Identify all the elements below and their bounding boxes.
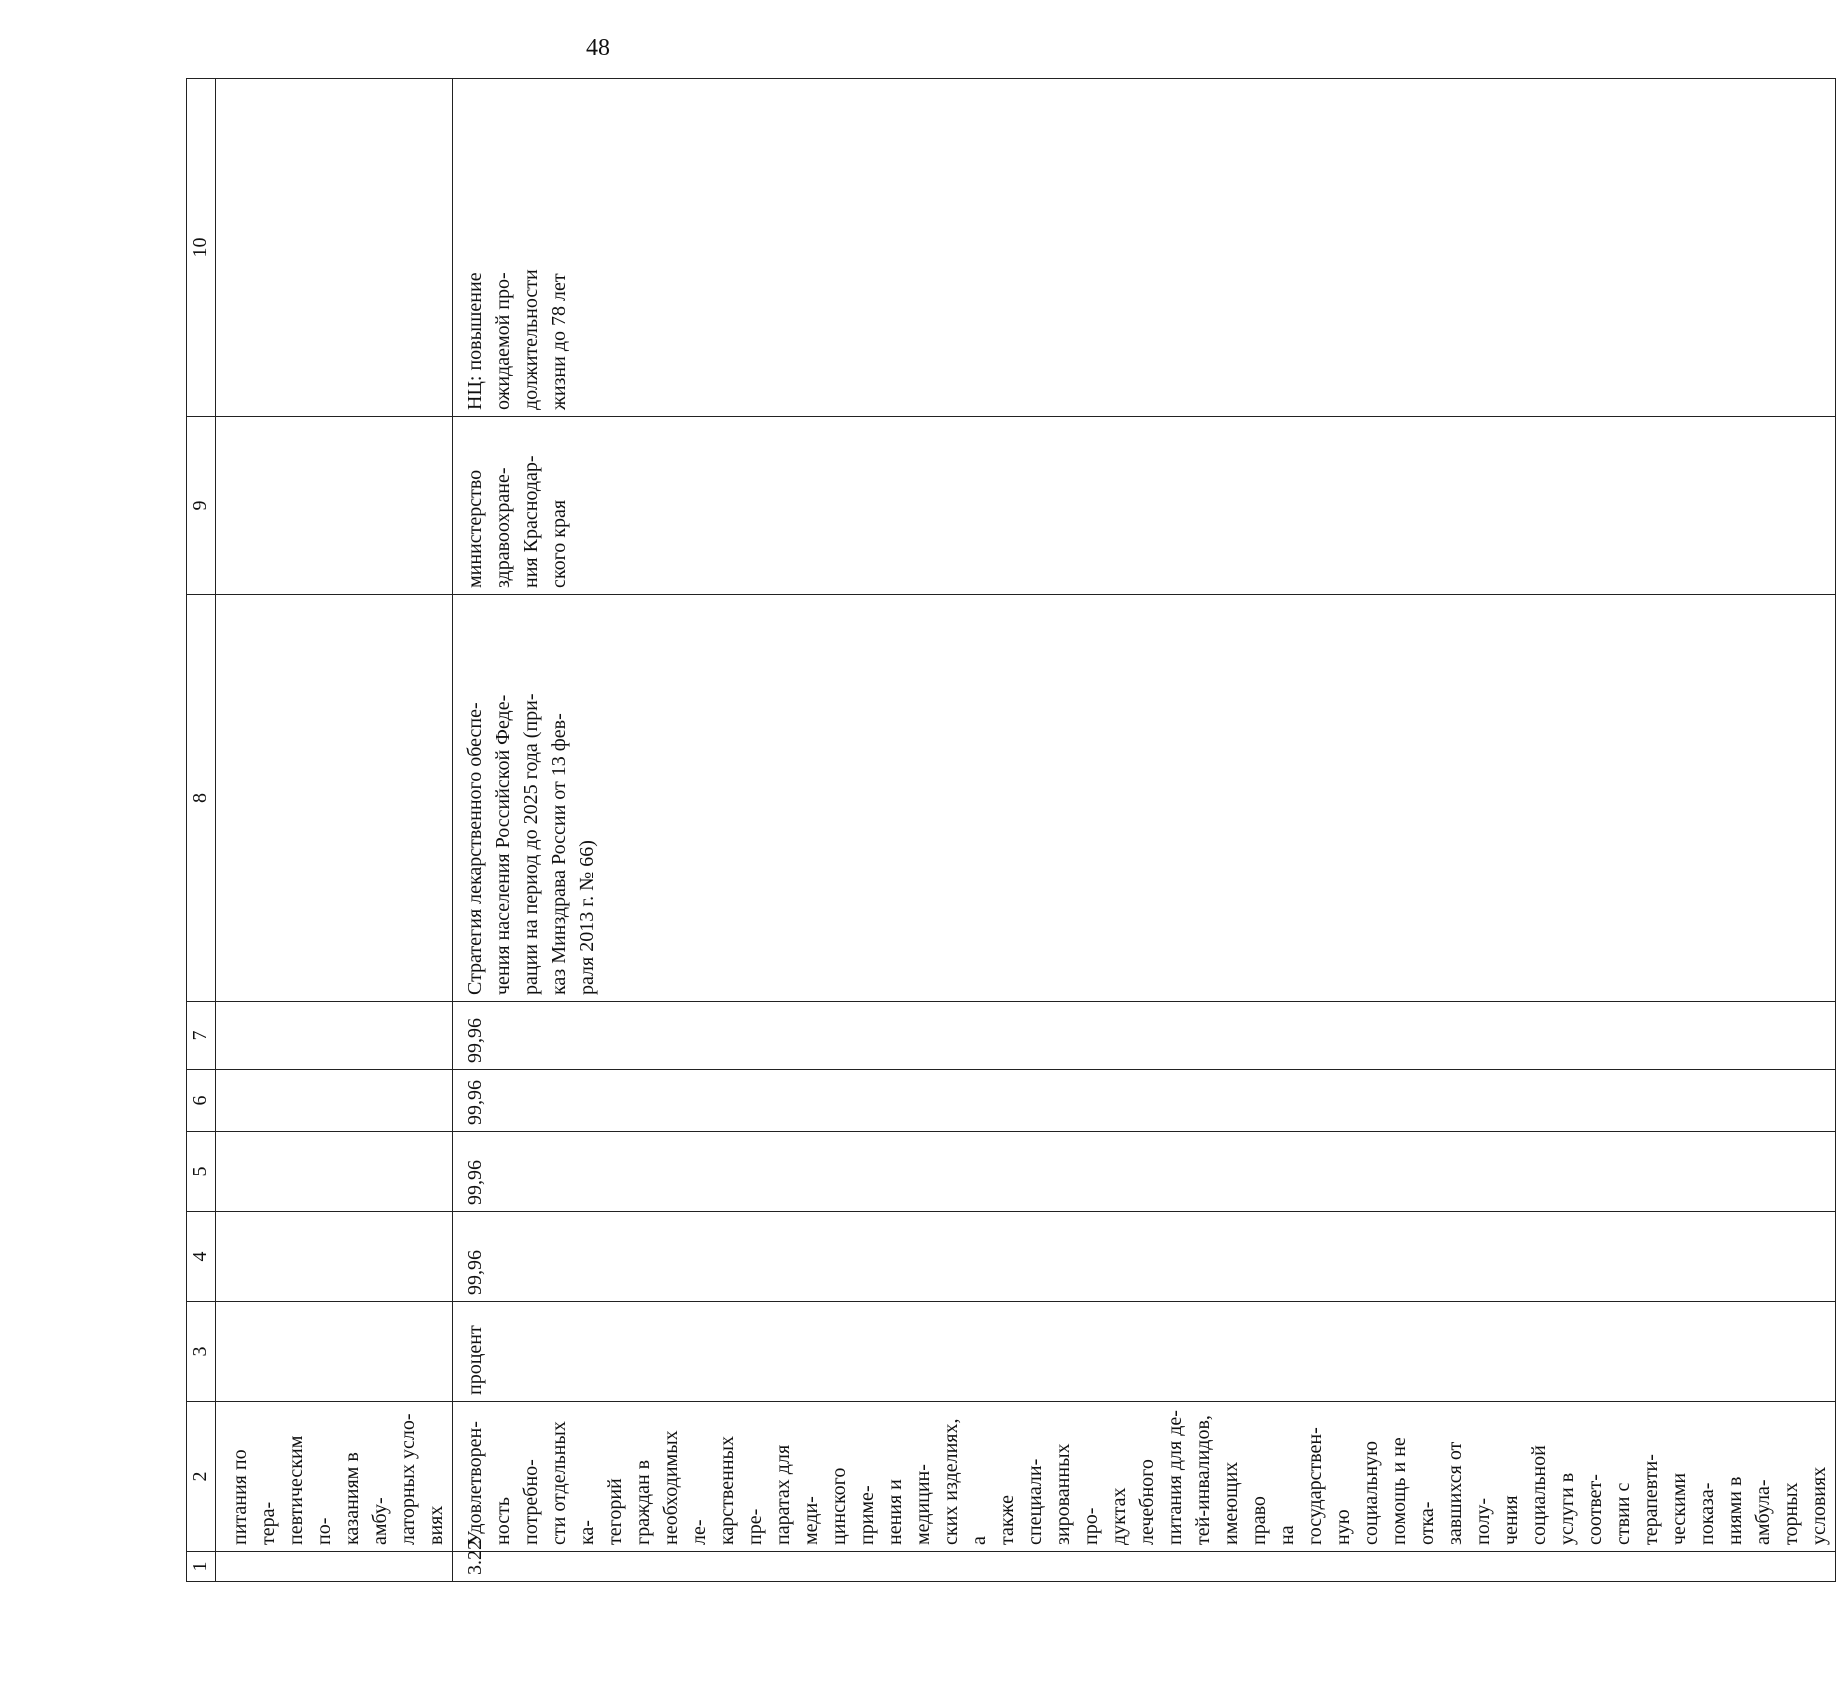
cont-responsible-cell xyxy=(216,417,453,595)
responsible-cell: министерство здравоохране- ния Краснодар- ского края xyxy=(453,417,1836,595)
cont-basis-cell xyxy=(216,595,453,1002)
value-cell-5: 99,96 xyxy=(453,1132,1836,1212)
value-cell-7: 99,96 xyxy=(453,1002,1836,1070)
indicators-table xyxy=(186,78,1836,1582)
header-cell-8: 8 xyxy=(187,595,216,1002)
header-cell-2: 2 xyxy=(187,1402,216,1552)
goal-cell: НЦ: повышение ожидаемой про- должительности жизни до 78 лет xyxy=(453,79,1836,417)
continuation-row xyxy=(216,79,453,1582)
header-cell-6: 6 xyxy=(187,1070,216,1132)
basis-document-cell: Стратегия лекарственного обеспе- чения населения Российской Феде- рации на период до 2025 года (при- каз Минздрава России от 13 фев- раля 2013 г. № 66) xyxy=(453,595,1836,1002)
header-cell-5: 5 xyxy=(187,1132,216,1212)
cont-value-cell-5 xyxy=(216,1132,453,1212)
cont-value-cell-4 xyxy=(216,1212,453,1302)
cont-number-cell xyxy=(216,1552,453,1582)
cont-value-cell-7 xyxy=(216,1002,453,1070)
table-row-3-22 xyxy=(453,79,1836,1582)
cont-goal-cell xyxy=(216,79,453,417)
header-cell-9: 9 xyxy=(187,417,216,595)
value-cell-6: 99,96 xyxy=(453,1070,1836,1132)
header-row xyxy=(187,79,216,1582)
page-number: 48 xyxy=(586,35,610,61)
header-cell-10: 10 xyxy=(187,79,216,417)
indicator-name-cell: Удовлетворен- ность потребно- сти отдельных ка- тегорий граждан в необходимых ле- карственных пре- паратах для меди- цинского приме- нения и медицин- ских изделиях, а также специали- зированных про- дуктах лечебного питания для де- тей-инвалидов, имеющих право на государствен- ную социальную помощь и не отка- завшихся от полу- чения социальной услуги в соответ- ствии с терапевти- ческими показа- ниями в амбула- торных условиях xyxy=(453,1402,1836,1552)
header-cell-4: 4 xyxy=(187,1212,216,1302)
header-cell-7: 7 xyxy=(187,1002,216,1070)
header-cell-3: 3 xyxy=(187,1302,216,1402)
cont-indicator-cell: питания по тера- певтическим по- казаниям в амбу- латорных усло- виях xyxy=(216,1402,453,1552)
row-number: 3.22 xyxy=(453,1552,1836,1582)
unit-cell: процент xyxy=(453,1302,1836,1402)
cont-unit-cell xyxy=(216,1302,453,1402)
value-cell-4: 99,96 xyxy=(453,1212,1836,1302)
cont-value-cell-6 xyxy=(216,1070,453,1132)
header-cell-1: 1 xyxy=(187,1552,216,1582)
